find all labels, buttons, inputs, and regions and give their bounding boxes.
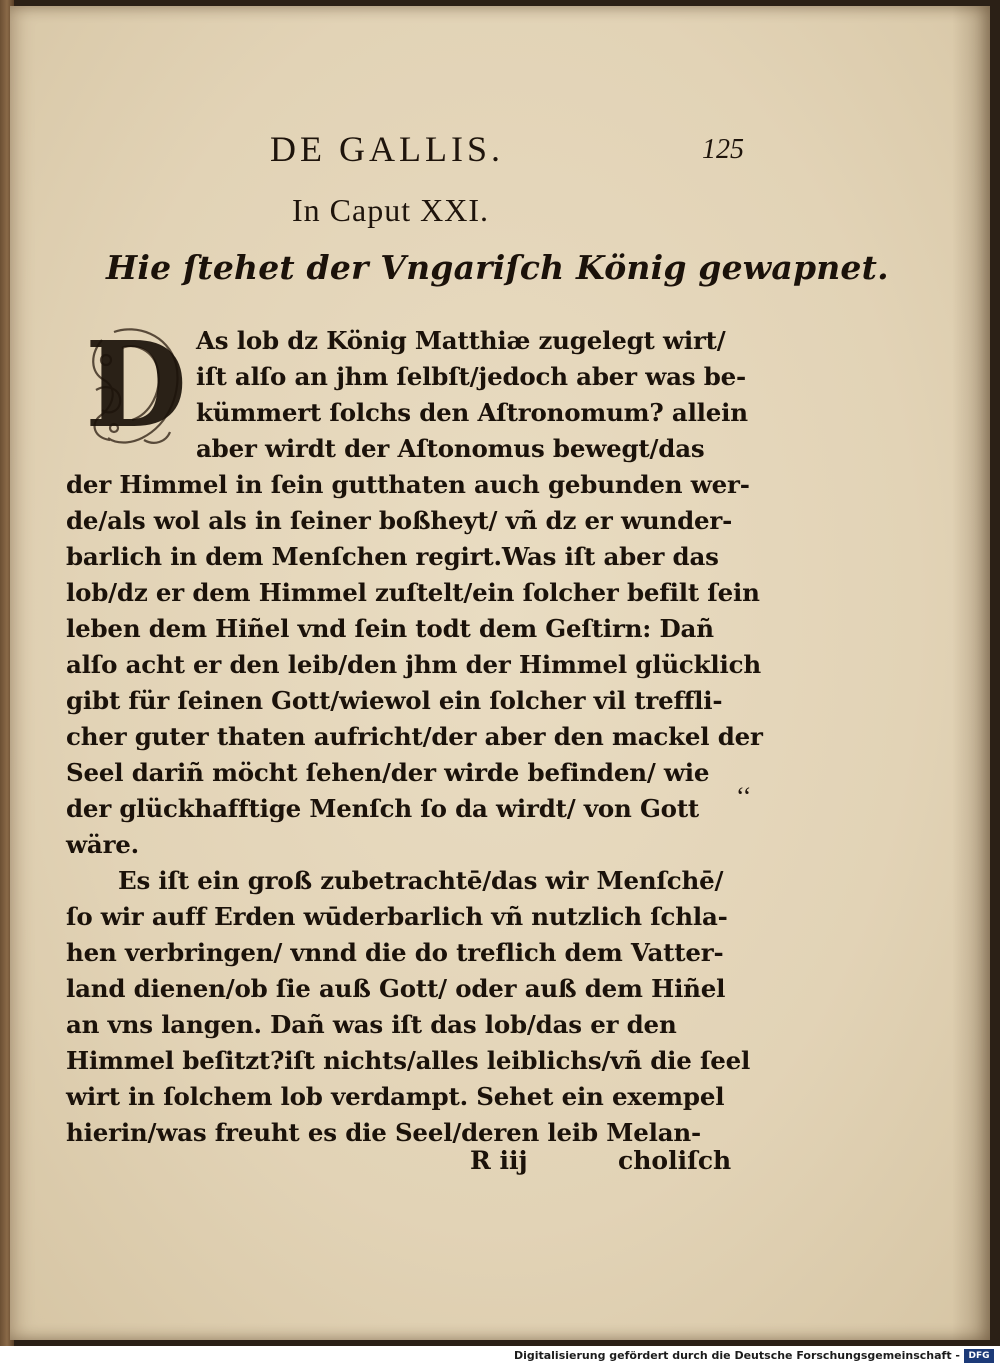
text-line: hierin/was freuht es die Seel/deren leib Melan- [66,1118,701,1147]
catchword: choliſch [618,1146,732,1175]
margin-mark: ‘‘ [736,782,752,811]
chapter-heading: In Caput XXI. [292,192,489,228]
text-line: lob/dz er dem Himmel zuſtelt/ein ſolcher befilt ſein [66,578,760,607]
text-line: Seel dariñ möcht ſehen/der wirde befinden/ wie [66,758,710,787]
text-line: wäre. [66,830,139,859]
funding-credit: Digitalisierung gefördert durch die Deutsche Forschungsgemeinschaft - [513,1349,960,1362]
text-line: an vns langen. Dañ was iſt das lob/das er den [66,1010,677,1039]
text-line: Himmel beſitzt?iſt nichts/alles leiblichs/vñ die ſeel [66,1046,751,1075]
text-line: As lob dz König Matthiæ zugelegt wirt/ [196,326,726,355]
text-line: de/als wol als in ſeiner boßheyt/ vñ dz er wunder- [66,506,733,535]
text-line: land dienen/ob ſie auß Gott/ oder auß dem Hiñel [66,974,726,1003]
dfg-logo-icon: DFG [964,1349,994,1363]
text-line: gibt für ſeinen Gott/wiewol ein ſolcher vil treffli- [66,686,723,715]
text-line: aber wirdt der Aſtonomus bewegt/das [196,434,705,463]
initial-letter: D [84,315,188,454]
running-title: DE GALLIS. [270,129,504,169]
text-line: iſt alſo an jhm ſelbſt/jedoch aber was be- [196,362,746,391]
footer-bar [0,1346,1000,1367]
text-line: ſo wir auff Erden wūderbarlich vñ nutzlich ſchla- [66,902,728,931]
text-line: cher guter thaten aufricht/der aber den mackel der [66,722,763,751]
page-number: 125 [702,134,744,165]
text-line: der Himmel in ſein gutthaten auch gebunden wer- [66,470,750,499]
decorated-initial [84,315,188,454]
text-line: hen verbringen/ vnnd die do treflich dem Vatter- [66,938,724,967]
text-line: wirt in ſolchem lob verdampt. Sehet ein exempel [66,1082,725,1111]
text-line: Es iſt ein groß zubetrachtē/das wir Menſchē/ [118,866,724,895]
text-line: leben dem Hiñel vnd ſein todt dem Geſtirn: Dañ [66,614,714,643]
signature-mark: R iij [470,1146,528,1175]
gutter-shadow [952,6,990,1340]
section-subtitle: Hie ſtehet der Vngariſch König gewapnet. [106,248,889,287]
text-line: alſo acht er den leib/den jhm der Himmel glücklich [66,650,761,679]
text-line: der glückhafftige Menſch ſo da wirdt/ von Gott [66,794,700,823]
text-line: kümmert ſolchs den Aſtronomum? allein [196,398,748,427]
text-line: barlich in dem Menſchen regirt.Was iſt aber das [66,542,719,571]
